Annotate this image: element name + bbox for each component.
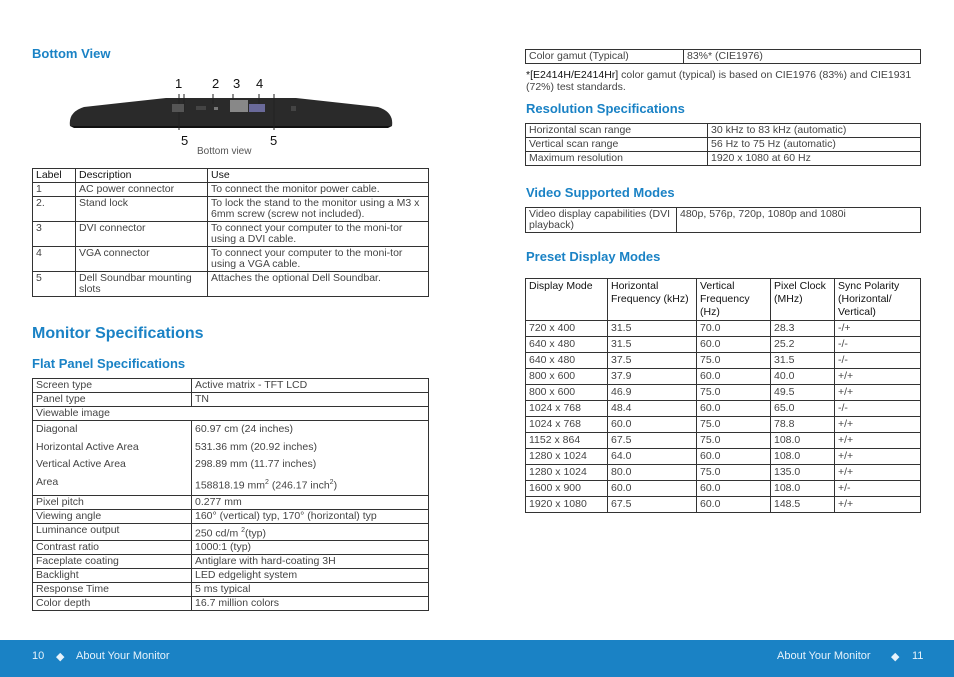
area-mm: 158818.19 mm <box>195 479 266 491</box>
flat-panel-table <box>32 378 429 611</box>
cell: 1920 x 1080 <box>526 497 608 513</box>
cell: 60.0 <box>697 481 771 497</box>
callout-5b: 5 <box>270 133 278 148</box>
table-row <box>526 465 921 481</box>
cell: 1280 x 1024 <box>526 449 608 465</box>
table-row <box>526 124 921 138</box>
table-row <box>33 555 429 569</box>
cell: To connect your computer to the moni-tor using a VGA cable. <box>208 247 429 272</box>
table-row <box>33 523 429 541</box>
cell: 1 <box>33 183 76 197</box>
cell: 83%* (CIE1976) <box>684 50 921 64</box>
table-row <box>526 50 921 64</box>
cell: 37.9 <box>608 369 697 385</box>
table-row <box>33 222 429 247</box>
table-row <box>33 272 429 297</box>
col-pixel-clock: Pixel Clock (MHz) <box>771 279 835 321</box>
cell: 25.2 <box>771 337 835 353</box>
cell: +/- <box>835 481 921 497</box>
cell: 5 ms typical <box>192 583 429 597</box>
callout-5a: 5 <box>181 133 189 148</box>
cell: 480p, 576p, 720p, 1080p and 1080i <box>677 208 921 233</box>
cell: Response Time <box>33 583 192 597</box>
resolution-table <box>525 123 921 166</box>
callout-3: 3 <box>233 76 241 91</box>
vertical-value: 298.89 mm (11.77 inches) <box>195 458 317 470</box>
monitor-bottom-illustration <box>66 90 396 134</box>
area-inch-sup: 2 <box>329 478 334 486</box>
horizontal-value: 531.36 mm (20.92 inches) <box>195 440 317 453</box>
table-row <box>526 417 921 433</box>
cell: 5 <box>33 272 76 297</box>
cell: 1152 x 864 <box>526 433 608 449</box>
table-row <box>526 401 921 417</box>
table-row <box>33 247 429 272</box>
area-value <box>195 474 425 495</box>
cell: 800 x 600 <box>526 369 608 385</box>
cell: Color depth <box>33 597 192 611</box>
cell: 108.0 <box>771 433 835 449</box>
area-mm-sup: 2 <box>265 478 269 486</box>
cell: To lock the stand to the monitor using a M3 x 6mm screw (screw not included). <box>208 197 429 222</box>
cell: +/+ <box>835 433 921 449</box>
cell: LED edgelight system <box>192 569 429 583</box>
table-row <box>526 497 921 513</box>
cell: 1280 x 1024 <box>526 465 608 481</box>
cell: Maximum resolution <box>526 152 708 166</box>
col-label-header: Label <box>33 169 76 183</box>
table-row <box>33 597 429 611</box>
col-sync-polarity: Sync Polarity (Horizontal/ Vertical) <box>835 279 921 321</box>
cell: 65.0 <box>771 401 835 417</box>
col-horizontal-frequency: Horizontal Frequency (kHz) <box>608 279 697 321</box>
table-row <box>33 583 429 597</box>
cell: 49.5 <box>771 385 835 401</box>
cell <box>192 523 429 541</box>
table-row <box>526 138 921 152</box>
cell: +/+ <box>835 417 921 433</box>
cell: 64.0 <box>608 449 697 465</box>
diamond-icon: ◆ <box>56 651 65 663</box>
cell: 31.5 <box>608 321 697 337</box>
table-row <box>33 197 429 222</box>
cell: Viewing angle <box>33 509 192 523</box>
cell <box>33 421 192 496</box>
cell: 60.0 <box>697 449 771 465</box>
col-use-header: Use <box>208 169 429 183</box>
cell: Vertical scan range <box>526 138 708 152</box>
left-page-number: 10 <box>32 650 45 662</box>
cell: Luminance output <box>33 523 192 541</box>
preset-modes-heading: Preset Display Modes <box>526 249 661 264</box>
area-close: ) <box>333 479 338 491</box>
cell: 67.5 <box>608 497 697 513</box>
monitor-specifications-heading: Monitor Specifications <box>32 325 204 342</box>
bottom-view-caption: Bottom view <box>197 146 252 157</box>
cell: Pixel pitch <box>33 495 192 509</box>
cell: Horizontal scan range <box>526 124 708 138</box>
cell: 640 x 480 <box>526 337 608 353</box>
cell: -/- <box>835 353 921 369</box>
cell: 60.0 <box>697 337 771 353</box>
table-row <box>33 183 429 197</box>
cell: +/+ <box>835 385 921 401</box>
cell: 1000:1 (typ) <box>192 541 429 555</box>
cell: To connect your computer to the moni-tor using a DVI cable. <box>208 222 429 247</box>
luminance-typ: (typ) <box>245 527 267 539</box>
table-row <box>526 385 921 401</box>
cell: 78.8 <box>771 417 835 433</box>
cell: Viewable image <box>33 407 429 421</box>
preset-modes-table <box>525 278 921 513</box>
table-row <box>526 369 921 385</box>
note-model: *[E2414H/E2414Hr] <box>526 69 619 81</box>
cell: 80.0 <box>608 465 697 481</box>
luminance-value: 250 cd/m <box>195 527 242 539</box>
cell: 48.4 <box>608 401 697 417</box>
cell: Dell Soundbar mounting slots <box>76 272 208 297</box>
cell: Backlight <box>33 569 192 583</box>
table-row <box>526 481 921 497</box>
vertical-label: Vertical Active Area <box>36 458 126 470</box>
right-footer-title: About Your Monitor <box>777 650 871 662</box>
cell: 1024 x 768 <box>526 401 608 417</box>
col-display-mode: Display Mode <box>526 279 608 321</box>
bottom-view-heading: Bottom View <box>32 46 111 61</box>
cell: +/+ <box>835 449 921 465</box>
col-vertical-frequency: Vertical Frequency (Hz) <box>697 279 771 321</box>
col-description-header: Description <box>76 169 208 183</box>
cell: 31.5 <box>771 353 835 369</box>
cell: 75.0 <box>697 353 771 369</box>
cell: To connect the monitor power cable. <box>208 183 429 197</box>
table-row <box>33 509 429 523</box>
callout-2: 2 <box>212 76 220 91</box>
cell: TN <box>192 393 429 407</box>
cell: 75.0 <box>697 433 771 449</box>
horizontal-label: Horizontal Active Area <box>36 440 139 453</box>
cell: Antiglare with hard-coating 3H <box>192 555 429 569</box>
area-label: Area <box>36 475 59 488</box>
cell: 46.9 <box>608 385 697 401</box>
cell: 0.277 mm <box>192 495 429 509</box>
video-modes-table <box>525 207 921 233</box>
cell: 1600 x 900 <box>526 481 608 497</box>
table-row <box>33 541 429 555</box>
cell: 60.0 <box>697 369 771 385</box>
cell: 37.5 <box>608 353 697 369</box>
cell: +/+ <box>835 369 921 385</box>
parts-table <box>32 168 429 297</box>
cell: Active matrix - TFT LCD <box>192 379 429 393</box>
cell: Contrast ratio <box>33 541 192 555</box>
table-row <box>526 353 921 369</box>
diagonal-value: 60.97 cm (24 inches) <box>195 423 294 435</box>
cell: 108.0 <box>771 481 835 497</box>
cell: 56 Hz to 75 Hz (automatic) <box>708 138 921 152</box>
cell: 31.5 <box>608 337 697 353</box>
diagonal-label: Diagonal <box>36 423 78 435</box>
cell: 2. <box>33 197 76 222</box>
cell: Stand lock <box>76 197 208 222</box>
cell: 1920 x 1080 at 60 Hz <box>708 152 921 166</box>
callout-1: 1 <box>175 76 183 91</box>
cell: 67.5 <box>608 433 697 449</box>
cell: 28.3 <box>771 321 835 337</box>
table-row <box>526 449 921 465</box>
cell: +/+ <box>835 465 921 481</box>
video-modes-heading: Video Supported Modes <box>526 185 675 200</box>
cell: 800 x 600 <box>526 385 608 401</box>
cell: 75.0 <box>697 385 771 401</box>
left-footer-title: About Your Monitor <box>76 650 170 662</box>
table-row <box>33 569 429 583</box>
cell: 30 kHz to 83 kHz (automatic) <box>708 124 921 138</box>
cell: Attaches the optional Dell Soundbar. <box>208 272 429 297</box>
footer-bar <box>0 640 954 677</box>
cell: 75.0 <box>697 465 771 481</box>
diamond-icon: ◆ <box>891 651 900 663</box>
table-row <box>526 337 921 353</box>
table-row <box>33 379 429 393</box>
cell: DVI connector <box>76 222 208 247</box>
right-page-number: 11 <box>912 650 924 662</box>
table-row <box>526 321 921 337</box>
cell: AC power connector <box>76 183 208 197</box>
cell: 135.0 <box>771 465 835 481</box>
cell: 70.0 <box>697 321 771 337</box>
cell: 60.0 <box>608 481 697 497</box>
table-row <box>33 393 429 407</box>
color-gamut-note <box>526 69 921 93</box>
cell: Screen type <box>33 379 192 393</box>
luminance-sup: 2 <box>241 526 246 534</box>
resolution-heading: Resolution Specifications <box>526 101 685 116</box>
cell: 108.0 <box>771 449 835 465</box>
cell: 16.7 million colors <box>192 597 429 611</box>
cell: 1024 x 768 <box>526 417 608 433</box>
table-row <box>33 495 429 509</box>
cell <box>192 421 429 496</box>
cell: 60.0 <box>697 497 771 513</box>
cell: VGA connector <box>76 247 208 272</box>
table-row <box>526 208 921 233</box>
table-row <box>526 433 921 449</box>
cell: -/+ <box>835 321 921 337</box>
cell: 75.0 <box>697 417 771 433</box>
cell: 40.0 <box>771 369 835 385</box>
table-row <box>526 152 921 166</box>
color-gamut-table <box>525 49 921 64</box>
cell: Video display capabilities (DVI playback) <box>526 208 677 233</box>
table-row <box>33 407 429 421</box>
cell: 60.0 <box>608 417 697 433</box>
cell: 148.5 <box>771 497 835 513</box>
cell: Panel type <box>33 393 192 407</box>
cell: Color gamut (Typical) <box>526 50 684 64</box>
note-text: color gamut (typical) is based on CIE1976 (83%) and CIE1931 (72%) test standards. <box>526 69 912 93</box>
cell: +/+ <box>835 497 921 513</box>
cell: 720 x 400 <box>526 321 608 337</box>
table-row <box>33 421 429 496</box>
cell: -/- <box>835 337 921 353</box>
cell: Faceplate coating <box>33 555 192 569</box>
cell: 3 <box>33 222 76 247</box>
cell: 60.0 <box>697 401 771 417</box>
area-inch: (246.17 inch <box>268 479 330 491</box>
flat-panel-heading: Flat Panel Specifications <box>32 356 186 371</box>
cell: 640 x 480 <box>526 353 608 369</box>
cell: -/- <box>835 401 921 417</box>
cell: 4 <box>33 247 76 272</box>
callout-4: 4 <box>256 76 264 91</box>
cell: 160° (vertical) typ, 170° (horizontal) typ <box>192 509 429 523</box>
